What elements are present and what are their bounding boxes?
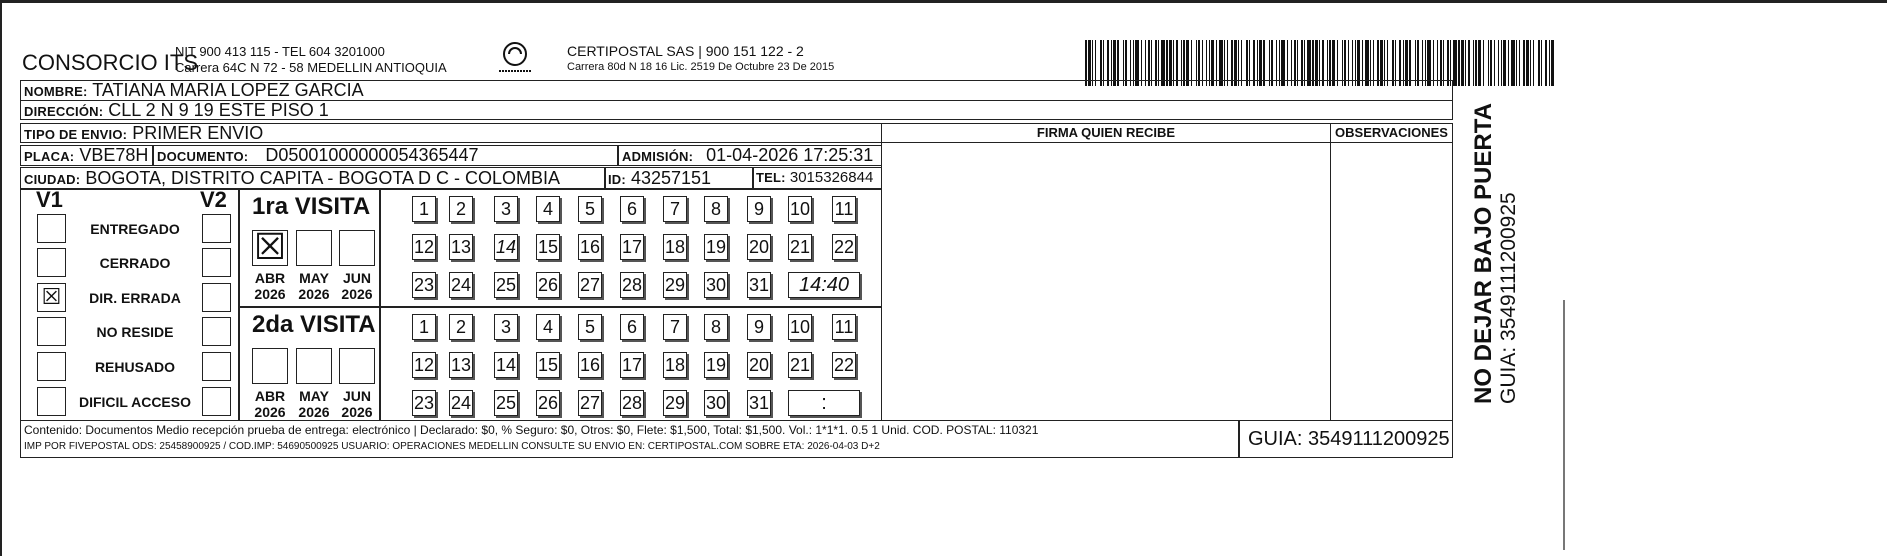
day-box[interactable]: 5 xyxy=(578,314,602,340)
ciudad-label: CIUDAD: xyxy=(24,172,81,187)
day-box[interactable]: 2 xyxy=(449,196,473,222)
day-box[interactable]: 12 xyxy=(412,352,436,378)
ciudad-value: BOGOTA, DISTRITO CAPITA - BOGOTA D C - COLOMBIA xyxy=(85,168,561,188)
day-box[interactable]: 13 xyxy=(449,352,473,378)
v1-checkbox[interactable] xyxy=(37,352,66,381)
day-box[interactable]: 8 xyxy=(704,314,728,340)
day-box[interactable]: 15 xyxy=(536,352,560,378)
day-box[interactable]: 20 xyxy=(747,352,771,378)
nombre-value: TATIANA MARIA LOPEZ GARCIA xyxy=(92,80,364,100)
day-box[interactable]: 6 xyxy=(620,314,644,340)
day-box[interactable]: 6 xyxy=(620,196,644,222)
documento-label: DOCUMENTO: xyxy=(157,149,249,164)
first-visit-title: 1ra VISITA xyxy=(252,193,371,220)
day-box[interactable]: 3 xyxy=(494,314,518,340)
footer-contenido: Contenido: Documentos Medio recepción prueba de entrega: electrónico | Declarado: $0, % Seguro: $0, Otros: $0, Flete: $1,500, Total: $1,500. Vol.: 1*1*1. 0.5 1 Unid. COD. POSTAL: 110321 xyxy=(24,423,1039,437)
day-box[interactable]: 16 xyxy=(578,352,602,378)
v1-checkbox[interactable] xyxy=(37,387,66,416)
month-label: JUN 2026 xyxy=(341,270,373,302)
visit-separator xyxy=(238,306,882,308)
day-box[interactable]: 23 xyxy=(412,390,436,416)
month-checkbox[interactable]: ☒ xyxy=(253,226,287,267)
day-box[interactable]: 27 xyxy=(578,272,602,298)
day-box[interactable]: 4 xyxy=(536,314,560,340)
day-box[interactable]: 14 xyxy=(494,234,518,260)
v2-checkbox[interactable] xyxy=(202,248,231,277)
day-box[interactable]: 19 xyxy=(704,352,728,378)
day-box[interactable]: 21 xyxy=(788,352,812,378)
day-box[interactable]: 21 xyxy=(788,234,812,260)
firma-header xyxy=(881,123,1331,143)
day-box[interactable]: 17 xyxy=(620,234,644,260)
status-label: ENTREGADO xyxy=(90,221,180,237)
month-label: MAY 2026 xyxy=(298,388,330,420)
admision-field xyxy=(622,146,873,166)
v2-checkbox[interactable] xyxy=(202,214,231,243)
status-divider xyxy=(238,189,240,421)
v2-label: V2 xyxy=(200,187,227,212)
day-box[interactable]: 19 xyxy=(704,234,728,260)
month-label: ABR 2026 xyxy=(254,270,286,302)
direccion-row xyxy=(20,100,1453,120)
day-box[interactable]: 10 xyxy=(788,196,812,222)
day-box[interactable]: 1 xyxy=(412,196,436,222)
v1-label: V1 xyxy=(36,187,63,212)
day-box[interactable]: 2 xyxy=(449,314,473,340)
tel-value: 3015326844 xyxy=(789,169,874,186)
v1-checkbox[interactable] xyxy=(37,248,66,277)
day-box[interactable]: 23 xyxy=(412,272,436,298)
day-box[interactable]: 15 xyxy=(536,234,560,260)
placa-divider xyxy=(152,145,154,166)
status-label: DIR. ERRADA xyxy=(89,290,181,306)
nombre-label: NOMBRE: xyxy=(24,84,88,99)
day-box[interactable]: 10 xyxy=(788,314,812,340)
day-box[interactable]: 16 xyxy=(578,234,602,260)
month-checkbox[interactable] xyxy=(339,230,375,266)
id-field xyxy=(608,168,711,190)
placa-value: VBE78H xyxy=(79,145,149,165)
side-guia: GUIA: 3549111200925 xyxy=(1497,192,1520,404)
company-name: CONSORCIO ITS xyxy=(22,50,199,75)
month-label: JUN 2026 xyxy=(341,388,373,420)
day-box[interactable]: 5 xyxy=(578,196,602,222)
day-box[interactable]: 31 xyxy=(747,390,771,416)
day-box[interactable]: 22 xyxy=(832,352,856,378)
month-checkbox[interactable] xyxy=(296,348,332,384)
tipo-envio-row xyxy=(20,123,882,143)
firma-label: FIRMA QUIEN RECIBE xyxy=(1036,125,1176,140)
footer-divider xyxy=(1238,420,1240,458)
day-box[interactable]: 17 xyxy=(620,352,644,378)
status-label: DIFICIL ACCESO xyxy=(78,394,191,410)
day-box[interactable]: 29 xyxy=(663,272,687,298)
id-divider xyxy=(604,167,606,189)
day-box[interactable]: 12 xyxy=(412,234,436,260)
day-box[interactable]: 27 xyxy=(578,390,602,416)
certipostal-line: CERTIPOSTAL SAS | 900 151 122 - 2 xyxy=(567,43,804,59)
month-checkbox[interactable] xyxy=(339,348,375,384)
day-box[interactable]: 18 xyxy=(663,234,687,260)
v1-checkbox[interactable]: ☒ xyxy=(37,283,66,312)
placa-label: PLACA: xyxy=(24,149,75,164)
day-box[interactable]: 8 xyxy=(704,196,728,222)
tel-label: TEL: xyxy=(756,170,786,185)
v2-checkbox[interactable] xyxy=(202,283,231,312)
tipo-envio-label: TIPO DE ENVIO: xyxy=(24,127,128,142)
day-box[interactable]: 13 xyxy=(449,234,473,260)
certipostal-logo-icon xyxy=(493,40,537,76)
admision-divider xyxy=(617,145,619,166)
month-label: MAY 2026 xyxy=(298,270,330,302)
day-box[interactable]: 20 xyxy=(747,234,771,260)
footer-guia: GUIA: 3549111200925 xyxy=(1248,428,1450,450)
nit-line: NIT 900 413 115 - TEL 604 3201000 xyxy=(175,44,385,59)
day-box[interactable]: 1 xyxy=(412,314,436,340)
month-checkbox[interactable] xyxy=(296,230,332,266)
v1-checkbox[interactable] xyxy=(37,317,66,346)
day-box[interactable]: 29 xyxy=(663,390,687,416)
day-box[interactable]: 7 xyxy=(663,314,687,340)
barcode-bar xyxy=(1554,40,1555,86)
day-box[interactable]: 14 xyxy=(494,352,518,378)
documento-field xyxy=(157,146,479,166)
month-checkbox[interactable] xyxy=(252,348,288,384)
day-box[interactable]: 25 xyxy=(494,390,518,416)
firma-box xyxy=(881,123,1331,421)
day-box[interactable]: 22 xyxy=(832,234,856,260)
day-box[interactable]: 7 xyxy=(663,196,687,222)
direccion-value: CLL 2 N 9 19 ESTE PISO 1 xyxy=(108,100,329,120)
observaciones-header xyxy=(1330,123,1453,143)
id-value: 43257151 xyxy=(630,168,712,188)
day-box[interactable]: 9 xyxy=(747,314,771,340)
tel-field xyxy=(756,168,873,188)
company-address: Carrera 64C N 72 - 58 MEDELLIN ANTIOQUIA xyxy=(175,60,447,75)
month-divider xyxy=(379,189,381,421)
time-box[interactable]: : xyxy=(788,390,860,416)
time-box[interactable]: 14:40 xyxy=(788,272,860,298)
day-box[interactable]: 4 xyxy=(536,196,560,222)
status-label: REHUSADO xyxy=(94,359,176,375)
month-label: ABR 2026 xyxy=(254,388,286,420)
v2-checkbox[interactable] xyxy=(202,387,231,416)
day-box[interactable]: 11 xyxy=(832,196,856,222)
day-box[interactable]: 25 xyxy=(494,272,518,298)
tipo-envio-value: PRIMER ENVIO xyxy=(132,123,264,143)
side-text xyxy=(1470,104,1550,404)
documento-value: D05001000000054365447 xyxy=(265,145,479,165)
admision-label: ADMISIÓN: xyxy=(622,149,694,164)
right-edge-line xyxy=(1563,300,1565,550)
day-box[interactable]: 24 xyxy=(449,272,473,298)
day-box[interactable]: 31 xyxy=(747,272,771,298)
day-box[interactable]: 30 xyxy=(704,272,728,298)
observaciones-box xyxy=(1330,123,1453,421)
id-label: ID: xyxy=(608,172,626,187)
status-label: NO RESIDE xyxy=(96,324,174,340)
admision-value: 01-04-2026 17:25:31 xyxy=(706,145,874,165)
no-dejar-text: NO DEJAR BAJO PUERTA xyxy=(1470,103,1497,404)
observaciones-label: OBSERVACIONES xyxy=(1335,125,1448,140)
v2-checkbox[interactable] xyxy=(202,352,231,381)
direccion-label: DIRECCIÓN: xyxy=(24,104,104,119)
day-box[interactable]: 28 xyxy=(620,272,644,298)
day-box[interactable]: 11 xyxy=(832,314,856,340)
status-label: CERRADO xyxy=(99,255,171,271)
day-box[interactable]: 30 xyxy=(704,390,728,416)
nombre-row xyxy=(20,80,1453,101)
second-visit-title: 2da VISITA xyxy=(252,311,376,338)
day-box[interactable]: 9 xyxy=(747,196,771,222)
footer-imp: IMP POR FIVEPOSTAL ODS: 25458900925 / COD.IMP: 54690500925 USUARIO: OPERACIONES MEDELLIN CONSULTE SU ENVIO EN: CERTIPOSTAL.COM SOBRE ETA: 2026-04-03 D+2 xyxy=(24,441,880,452)
v2-checkbox[interactable] xyxy=(202,317,231,346)
day-box[interactable]: 18 xyxy=(663,352,687,378)
certipostal-address: Carrera 80d N 18 16 Lic. 2519 De Octubre 23 De 2015 xyxy=(567,61,835,73)
tel-divider xyxy=(752,167,754,189)
v1-checkbox[interactable] xyxy=(37,214,66,243)
day-box[interactable]: 26 xyxy=(536,390,560,416)
day-box[interactable]: 26 xyxy=(536,272,560,298)
day-box[interactable]: 28 xyxy=(620,390,644,416)
day-box[interactable]: 3 xyxy=(494,196,518,222)
day-box[interactable]: 24 xyxy=(449,390,473,416)
